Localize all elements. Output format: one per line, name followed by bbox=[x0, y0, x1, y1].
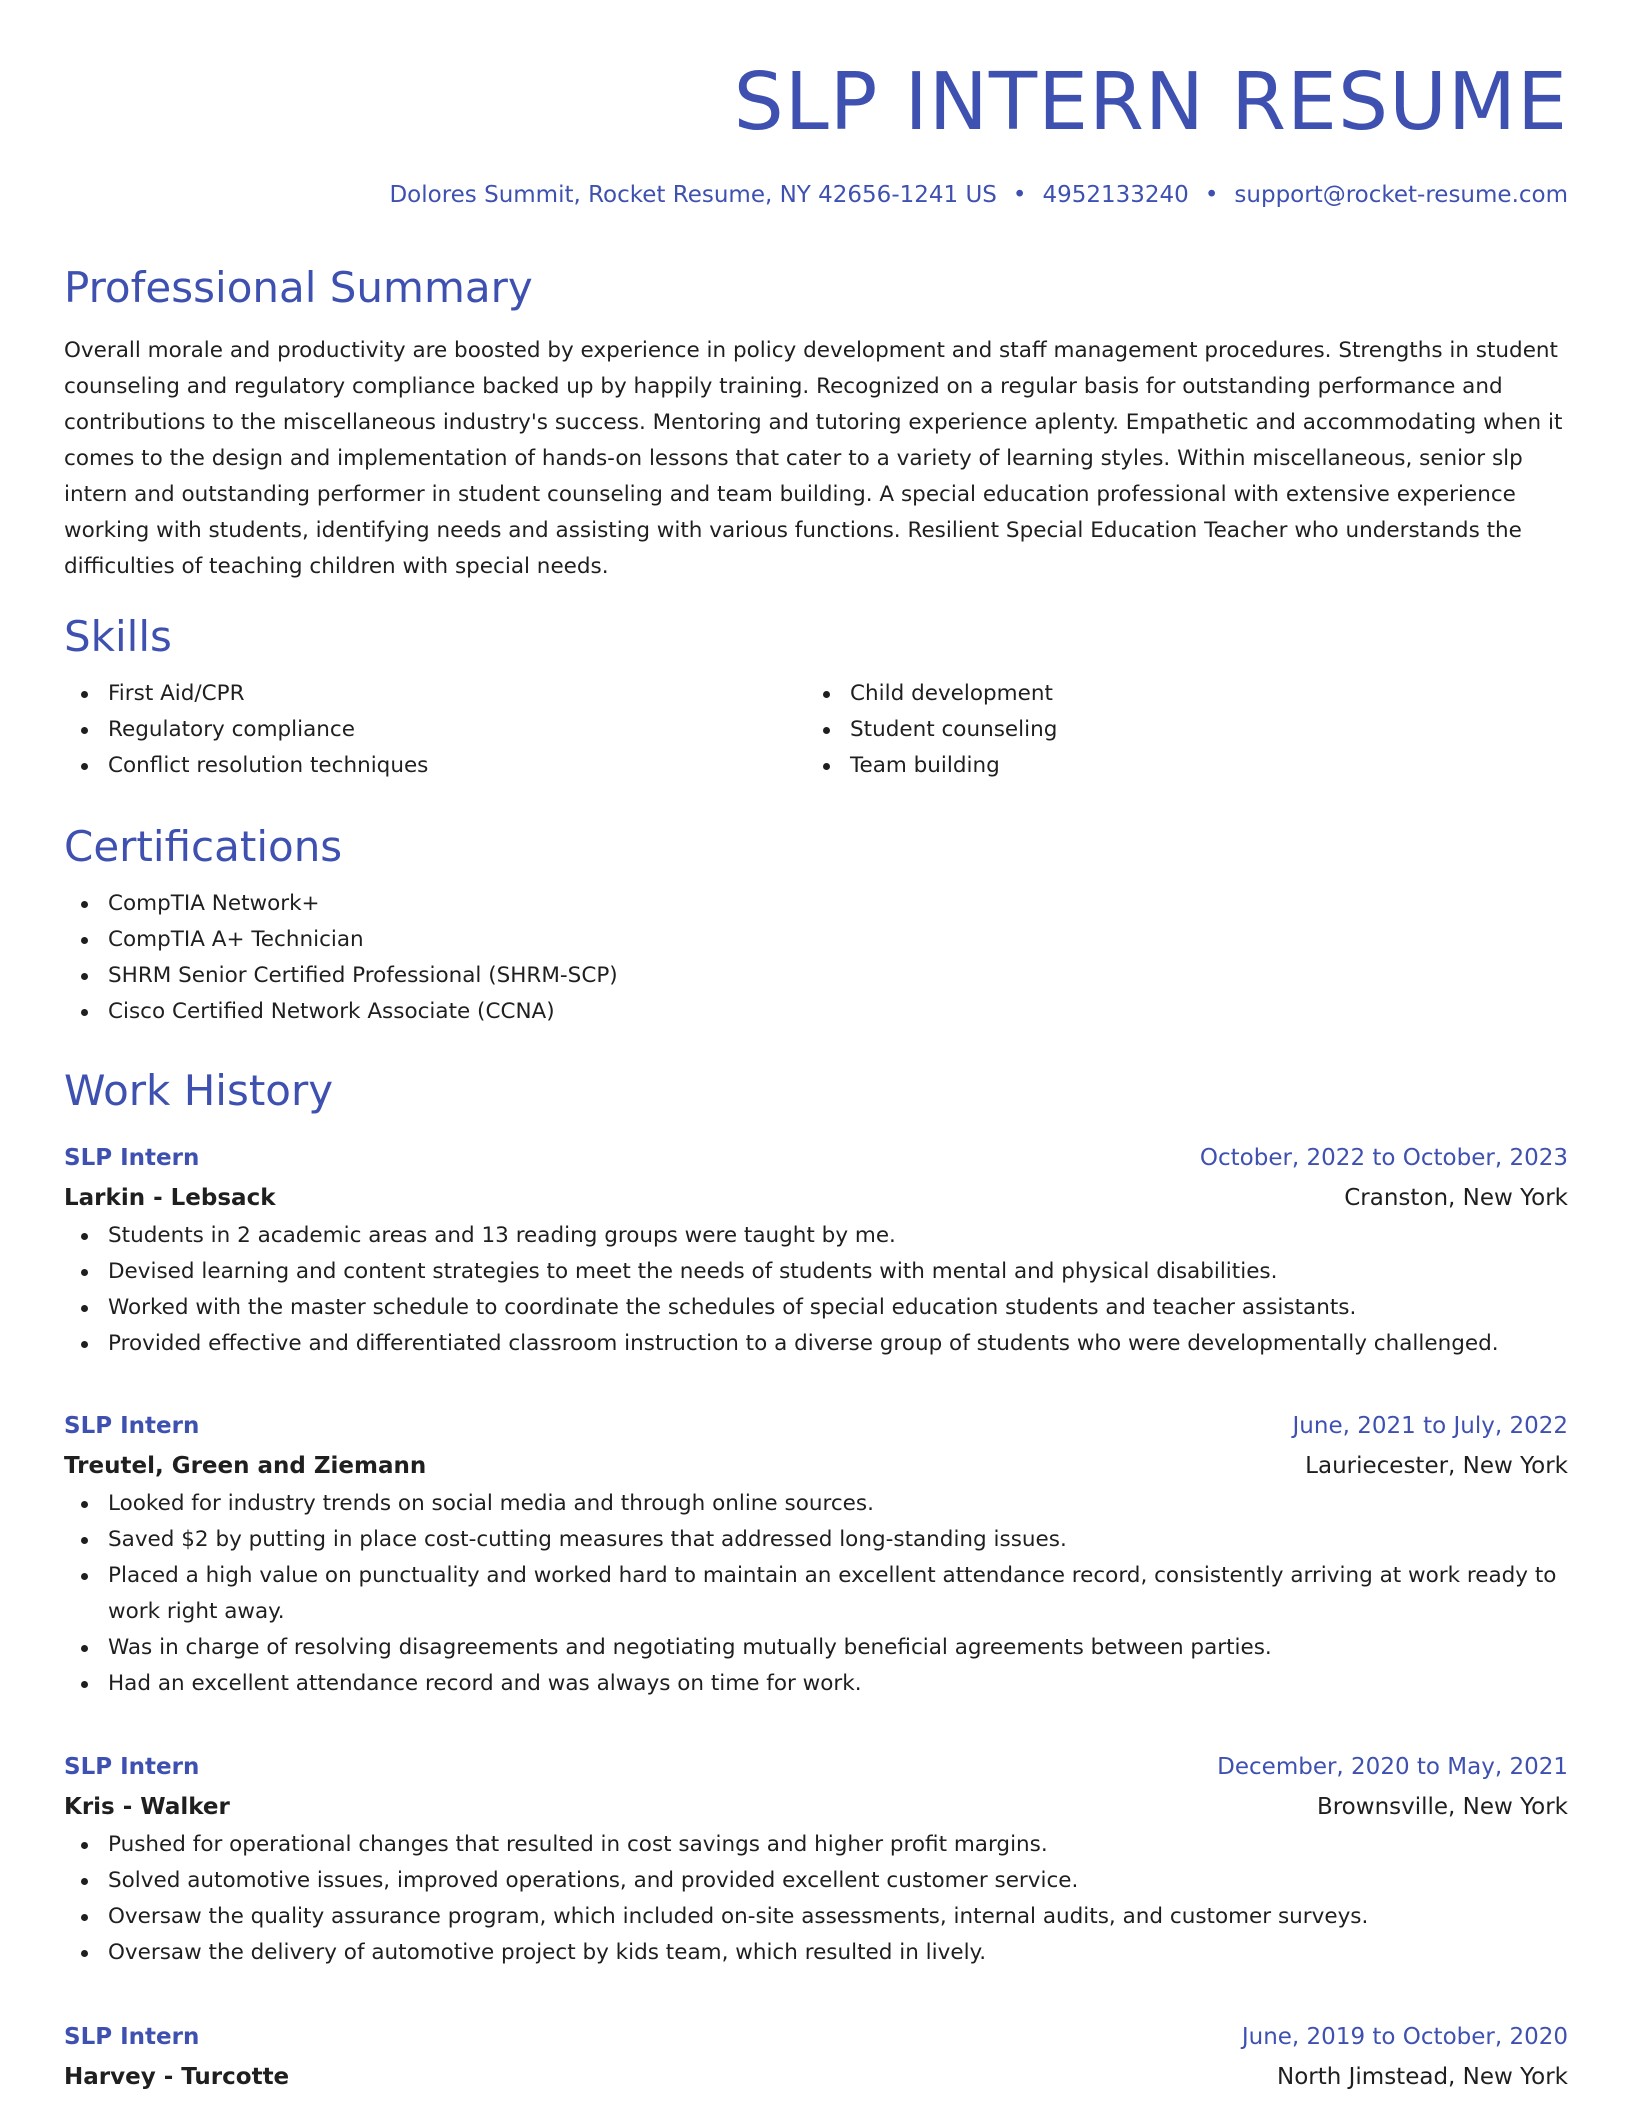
certifications-section bbox=[64, 822, 1568, 1030]
job-bullet: Devised learning and content strategies to meet the needs of students with mental and physical disabilities. bbox=[64, 1254, 1568, 1290]
job-subheader bbox=[64, 1446, 1568, 1486]
contact-line bbox=[389, 180, 1568, 210]
skill-item: Child development bbox=[806, 676, 1548, 712]
job-location: Lauriecester, New York bbox=[1305, 1453, 1568, 1479]
skills-list-left bbox=[64, 676, 806, 784]
skills-grid bbox=[64, 676, 1568, 784]
job-subheader bbox=[64, 2057, 1568, 2097]
job-subheader bbox=[64, 1178, 1568, 1218]
certification-item: SHRM Senior Certified Professional (SHRM-SCP) bbox=[64, 958, 1568, 994]
job-location: Brownsville, New York bbox=[1316, 1794, 1568, 1820]
job-bullet: Was in charge of resolving disagreements and negotiating mutually beneficial agreements between parties. bbox=[64, 1630, 1568, 1666]
job-entry bbox=[64, 2017, 1568, 2097]
job-entry bbox=[64, 1747, 1568, 1971]
job-title: SLP Intern bbox=[64, 1413, 200, 1439]
job-header bbox=[64, 1406, 1568, 1446]
summary-text: Overall morale and productivity are boosted by experience in policy development and staff management procedures. Strengths in student counseling and regulatory compliance backed up by happily training. Recognized on a regular basis for outstanding performance and contributions to the miscellaneous industry's success. Mentoring and tutoring experience aplenty. Empathetic and accommodating when it comes to the design and implementation of hands-on lessons that cater to a variety of learning styles. Within miscellaneous, senior slp intern and outstanding performer in student counseling and team building. A special education professional with extensive experience working with students, identifying needs and assisting with various functions. Resilient Special Education Teacher who understands the difficulties of teaching children with special needs. bbox=[64, 338, 1563, 579]
job-company: Harvey - Turcotte bbox=[64, 2064, 290, 2090]
job-header bbox=[64, 2017, 1568, 2057]
job-header bbox=[64, 1138, 1568, 1178]
job-bullet: Oversaw the delivery of automotive project by kids team, which resulted in lively. bbox=[64, 1935, 1568, 1971]
job-title: SLP Intern bbox=[64, 1754, 200, 1780]
work-history-heading: Work History bbox=[64, 1066, 334, 1115]
skills-list-right bbox=[806, 676, 1548, 784]
contact-address: Dolores Summit, Rocket Resume, NY 42656-1241 US bbox=[389, 182, 997, 208]
skill-item: Student counseling bbox=[806, 712, 1548, 748]
job-company: Larkin - Lebsack bbox=[64, 1185, 276, 1211]
job-header bbox=[64, 1747, 1568, 1787]
job-bullet: Had an excellent attendance record and was always on time for work. bbox=[64, 1666, 1568, 1702]
job-dates: June, 2019 to October, 2020 bbox=[1241, 2024, 1568, 2050]
contact-separator: • bbox=[1012, 182, 1027, 208]
job-bullet: Looked for industry trends on social media and through online sources. bbox=[64, 1486, 1568, 1522]
skills-section bbox=[64, 612, 1568, 784]
job-bullet: Worked with the master schedule to coordinate the schedules of special education students and teacher assistants. bbox=[64, 1290, 1568, 1326]
job-location: North Jimstead, New York bbox=[1276, 2064, 1568, 2090]
skill-item: First Aid/CPR bbox=[64, 676, 806, 712]
resume-title: SLP INTERN RESUME bbox=[733, 56, 1568, 148]
contact-phone: 4952133240 bbox=[1042, 182, 1189, 208]
job-bullets bbox=[64, 1827, 1568, 1971]
job-bullet: Placed a high value on punctuality and worked hard to maintain an excellent attendance record, consistently arriving at work ready to work right away. bbox=[64, 1558, 1568, 1630]
certification-item: CompTIA A+ Technician bbox=[64, 922, 1568, 958]
certifications-heading: Certifications bbox=[64, 822, 343, 871]
job-bullet: Saved $2 by putting in place cost-cutting measures that addressed long-standing issues. bbox=[64, 1522, 1568, 1558]
job-location: Cranston, New York bbox=[1344, 1185, 1568, 1211]
job-dates: June, 2021 to July, 2022 bbox=[1292, 1413, 1568, 1439]
job-company: Kris - Walker bbox=[64, 1794, 230, 1820]
skill-item: Regulatory compliance bbox=[64, 712, 806, 748]
summary-section bbox=[64, 263, 1568, 585]
skill-item: Conflict resolution techniques bbox=[64, 748, 806, 784]
skill-item: Team building bbox=[806, 748, 1548, 784]
certification-item: Cisco Certified Network Associate (CCNA) bbox=[64, 994, 1568, 1030]
job-title: SLP Intern bbox=[64, 2024, 200, 2050]
summary-heading: Professional Summary bbox=[64, 263, 533, 312]
job-bullet: Solved automotive issues, improved operations, and provided excellent customer service. bbox=[64, 1863, 1568, 1899]
job-subheader bbox=[64, 1787, 1568, 1827]
contact-separator: • bbox=[1204, 182, 1219, 208]
skills-heading: Skills bbox=[64, 612, 172, 661]
contact-email: support@rocket-resume.com bbox=[1234, 182, 1568, 208]
work-history-section bbox=[64, 1066, 1568, 1116]
certifications-list bbox=[64, 886, 1568, 1030]
job-title: SLP Intern bbox=[64, 1145, 200, 1171]
job-company: Treutel, Green and Ziemann bbox=[64, 1453, 427, 1479]
job-bullet: Oversaw the quality assurance program, which included on-site assessments, internal audits, and customer surveys. bbox=[64, 1899, 1568, 1935]
job-entry bbox=[64, 1138, 1568, 1362]
job-bullet: Pushed for operational changes that resulted in cost savings and higher profit margins. bbox=[64, 1827, 1568, 1863]
job-bullets bbox=[64, 1218, 1568, 1362]
job-bullets bbox=[64, 1486, 1568, 1702]
certification-item: CompTIA Network+ bbox=[64, 886, 1568, 922]
job-dates: December, 2020 to May, 2021 bbox=[1217, 1754, 1568, 1780]
job-bullet: Provided effective and differentiated classroom instruction to a diverse group of students who were developmentally challenged. bbox=[64, 1326, 1568, 1362]
job-dates: October, 2022 to October, 2023 bbox=[1199, 1145, 1568, 1171]
job-entry bbox=[64, 1406, 1568, 1702]
job-bullet: Students in 2 academic areas and 13 reading groups were taught by me. bbox=[64, 1218, 1568, 1254]
